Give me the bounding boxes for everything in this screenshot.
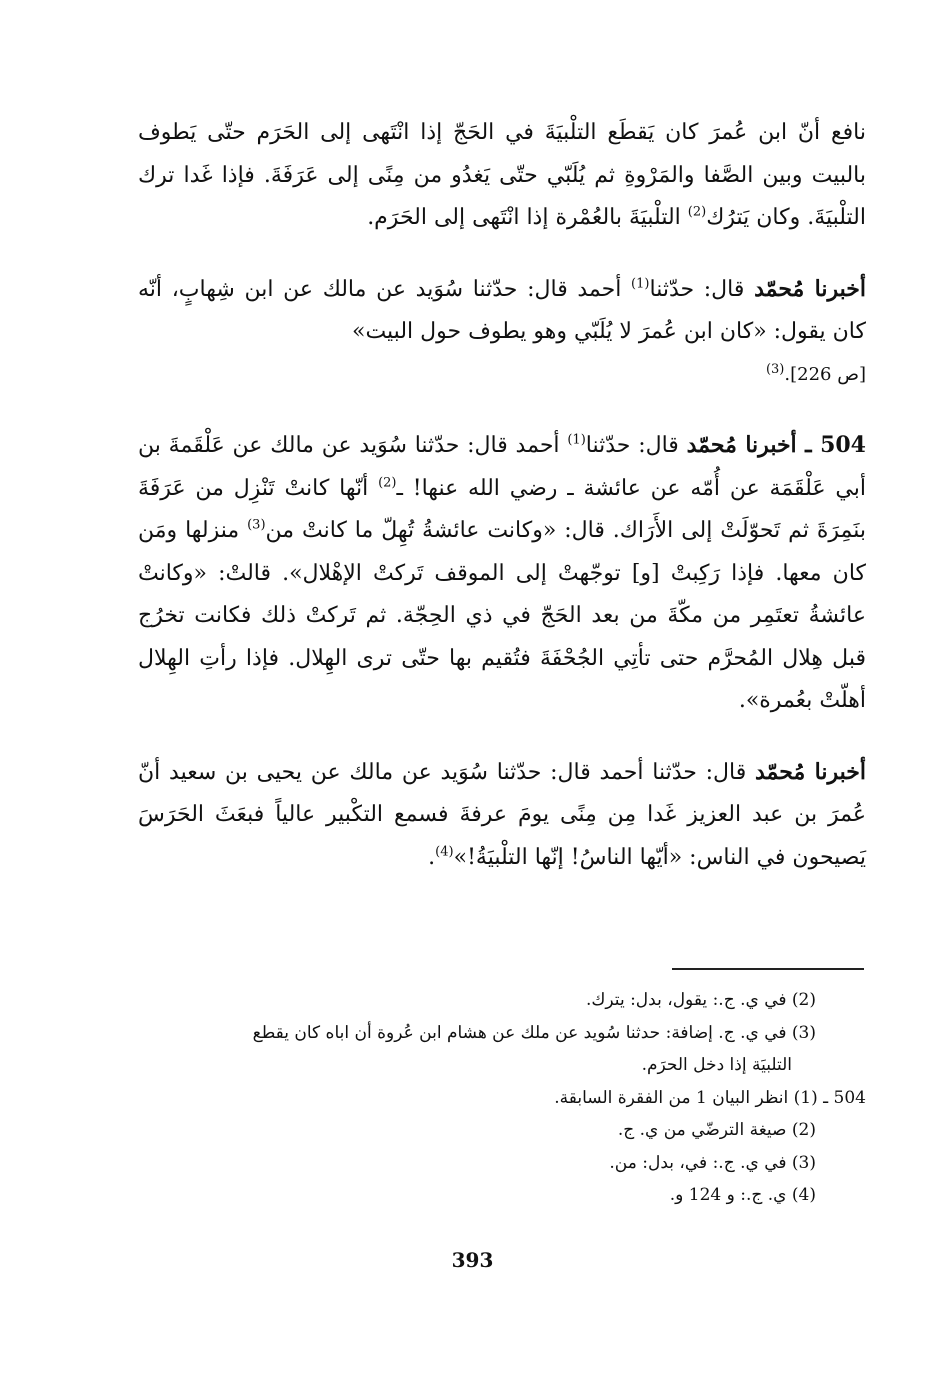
footnote-ref: (1): [631, 276, 650, 292]
footnote-item: (2) في ي. ج.: يقول، بدل: يترك.: [586, 990, 816, 1010]
paragraph-2-part2: أحمد قال: حدّثنا سُوَيد عن مالك عن ابن شِهابٍ، أنّه كان يقول: «كان ابن عُمرَ لا يُلَبّي وهو يطوف حول البيت»: [138, 276, 866, 344]
paragraph-3-part4: منزلها ومَن كان معها. فإذا رَكِبتْ [و] توجّهتْ إلى الموقف تَركتْ الإهْلال». قالتْ: «وكانتْ عائشةُ تعتَمِر من مكّةَ من بعد الحَجّ في ذي الحِجّة. ثم تَركتْ ذلك فكانت تخرُج قبل هِلال المُحرَّم حتى تأتِي الجُحْفَةَ فتُقيم بها حتّى ترى الهِلال. فإذا رأتِ الهِلال أهلّتْ بعُمرة».: [138, 518, 866, 713]
paragraph-1: [138, 112, 866, 240]
footnote-item: [140, 1017, 866, 1082]
footnote-ref: (1): [567, 432, 586, 448]
footnote-ref: (2): [378, 475, 397, 491]
hadith-number: 504: [820, 432, 866, 458]
paragraph-2: [138, 268, 866, 397]
footnote-ref: (2): [687, 204, 707, 220]
paragraph-4: [138, 751, 866, 880]
footnote-text: (3) في ي. ج. إضافة: حدثنا سُويد عن ملك عن هشام ابن عُروة أن اباه كان يقطع: [252, 1022, 816, 1043]
paragraph-3-part1: قال: حدّثنا: [585, 433, 687, 458]
narration-lead: أخبرنا مُحمّد: [755, 758, 866, 785]
footnote-separator: [672, 968, 864, 970]
paragraph-3: [138, 424, 866, 723]
page-reference: [ص 226].: [784, 363, 866, 385]
footnote-item: (3) في ي. ج.: في، بدل: من.: [609, 1152, 816, 1173]
footnotes: [140, 984, 866, 1212]
paragraph-4-end: .: [428, 844, 436, 870]
paragraph-3-part3: أنّها كانتْ تَنْزِل من عَرَفَةَ بنَمِرَةَ ثم تَحوّلَتْ إلى الأَرَاك. قال: «وكانت عائشةُ تُهِلّ ما كانتْ من: [138, 475, 866, 543]
footnote-ref: (4): [435, 844, 454, 860]
footnote-item: (4) ي. ج.: و 124 و.: [669, 1185, 816, 1205]
narration-lead: أخبرنا مُحمّد: [754, 275, 866, 302]
footnote-item: 504 ـ (1) انظر البيان 1 من الفقرة السابقة.: [554, 1087, 866, 1108]
paragraph-2-endline: [138, 354, 866, 397]
footnote-ref: (3): [247, 517, 266, 533]
footnote-continuation: التلبيَة إذا دخل الحرَم.: [641, 1055, 792, 1075]
paragraph-1-body: نافع أنّ ابن عُمرَ كان يَقطَع التلْبيَةَ في الحَجّ إذا انْتَهى إلى الحَرَم حتّى يَطوف بالبيت وبين الصَّفا والمَرْوةِ ثم يُلَبّي حتّى يَغدُو من مِنًى إلى عَرَفَةَ. فإذا غَدا ترك التلْبيَةَ. وكان يَترُك: [138, 120, 866, 230]
footnote-ref: (3): [765, 361, 785, 377]
footnote-item: (2) صيغة الترضّي من ي. ج.: [617, 1120, 816, 1140]
narration-lead: ـ أخبرنا مُحمّد: [686, 432, 821, 458]
paragraph-3-part2: أحمد قال: حدّثنا سُوَيد عن مالك عن عَلْقَمةَ بن أبي عَلْقَمَة عن أُمّه عن عائشة ـ رضي الله عنها! ـ: [138, 433, 866, 501]
paragraph-1-tail: التلْبيَةَ بالعُمْرة إذا انْتَهى إلى الحَرَم.: [367, 205, 688, 230]
page-number: 393: [451, 1248, 494, 1272]
main-text: [138, 112, 866, 879]
paragraph-2-part1: قال: حدّثنا: [649, 276, 755, 302]
paragraph-4-part1: قال: حدّثنا أحمد قال: حدّثنا سُوَيد عن مالك عن يحيى بن سعيد أنّ عُمرَ بن عبد العزيز غَدا مِن مِنًى يومَ عرفةَ فسمع التكْبير عالياً فبعَثَ الحَرَسَ يَصيحون في الناس: «أيّها الناسُ! إنّها التلْبيَةُ!»: [138, 759, 866, 870]
